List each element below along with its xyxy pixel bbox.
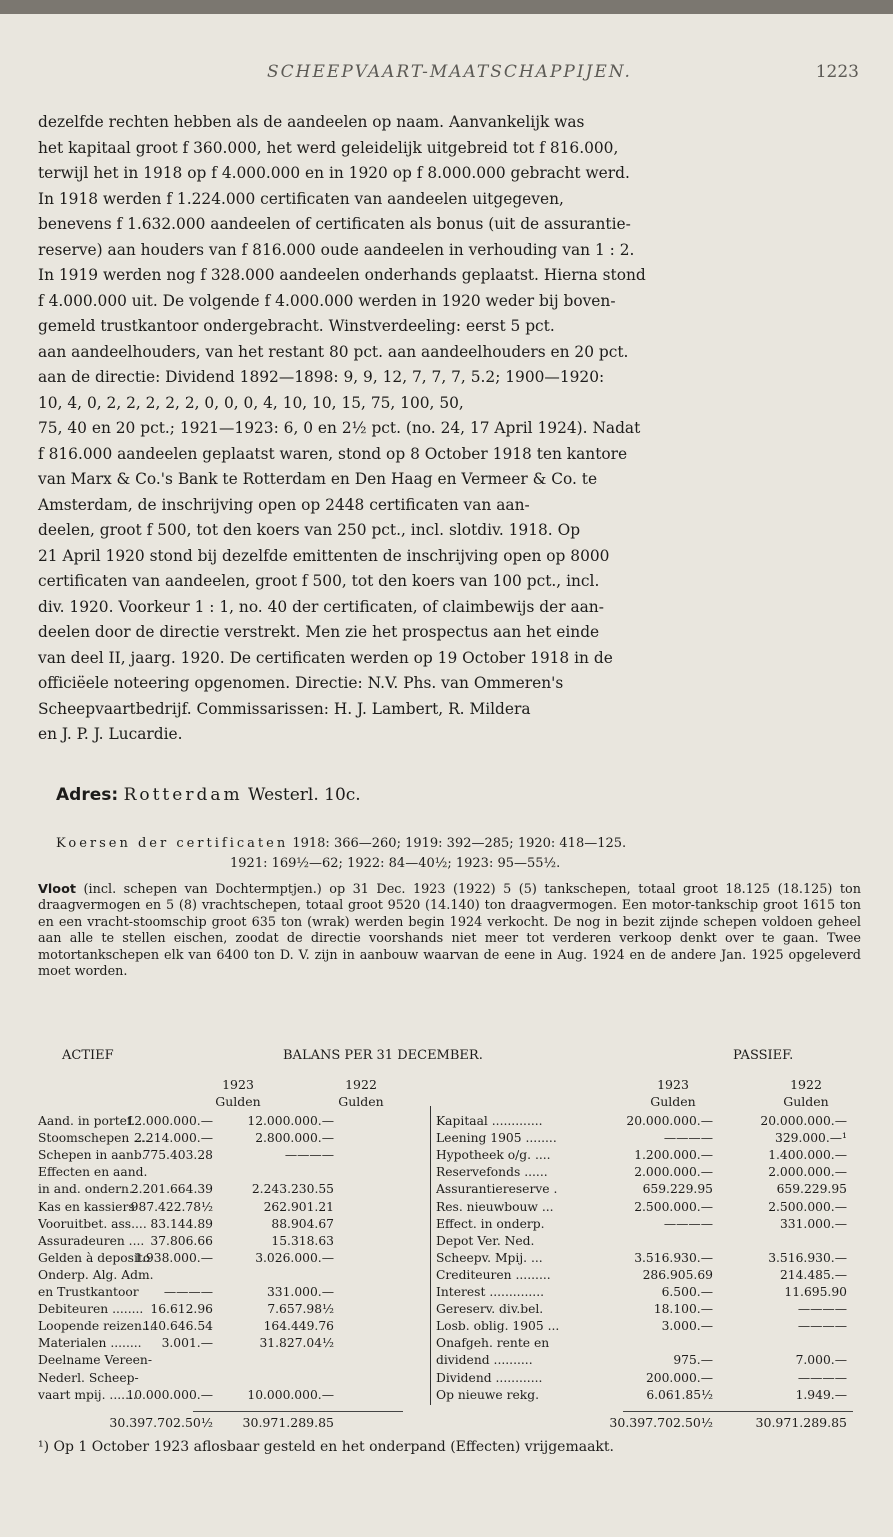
total-passief-1922: 30.971.289.85: [755, 1414, 847, 1430]
passief-1923-cell: 1.200.000.—: [634, 1148, 713, 1163]
actief-1923-cell: 2.201.664.39: [130, 1182, 213, 1197]
passief-1923-cell: ————: [663, 1131, 713, 1146]
balance-title: BALANS PER 31 DECEMBER.: [283, 1048, 483, 1063]
actief-1922-cell: 331.000.—: [266, 1285, 334, 1299]
actief-label-cell: Gelden à deposito: [38, 1250, 151, 1265]
actief-1923-cell: 775.403.28: [142, 1148, 213, 1163]
passief-1922-cell: 7.000.—: [795, 1353, 847, 1368]
table-row: [38, 1234, 861, 1250]
passief-1923-cell: 3.516.930.—: [634, 1250, 713, 1265]
body-line: aan aandeelhouders, van het restant 80 pct. aan aandeelhouders en 20 pct.: [38, 342, 629, 361]
passief-1923-cell: 6.500.—: [661, 1285, 713, 1299]
passief-1922-cell: ————: [797, 1302, 847, 1317]
table-row: [38, 1131, 861, 1147]
actief-1922-cell: 164.449.76: [263, 1319, 334, 1334]
col-passief-1923: [633, 1076, 713, 1110]
actief-1923-cell: ————: [163, 1285, 213, 1299]
share-prices-line1: 1918: 366—260; 1919: 392—285; 1920: 418—125.: [292, 836, 627, 851]
actief-label-cell: Schepen in aanb.: [38, 1148, 146, 1163]
share-prices-line2: 1921: 169½—62; 1922: 84—40½; 1923: 95—55½.: [230, 856, 561, 871]
passief-label-cell: Hypotheek o/g. ....: [436, 1148, 551, 1163]
passief-label-cell: Res. nieuwbouw ...: [436, 1199, 554, 1214]
passief-1923-cell: 975.—: [673, 1353, 713, 1368]
total-actief-1923: 30.397.702.50½: [109, 1414, 213, 1430]
share-prices: [56, 834, 853, 874]
table-row: [38, 1302, 861, 1318]
body-line: aan de directie: Dividend 1892—1898: 9, 9, 12, 7, 7, 7, 5.2; 1900—1920:: [38, 368, 605, 386]
total-actief-1922: 30.971.289.85: [242, 1414, 334, 1430]
passief-label-cell: dividend ..........: [436, 1353, 533, 1368]
body-line: div. 1920. Voorkeur 1 : 1, no. 40 der certificaten, of claimbewijs der aan-: [38, 597, 604, 616]
actief-1923-cell: 37.806.66: [150, 1233, 213, 1248]
actief-label-cell: Debiteuren ........: [38, 1302, 144, 1317]
year-label: 1923: [222, 1077, 254, 1092]
passief-label-cell: Leening 1905 ........: [436, 1131, 557, 1146]
actief-1922-cell: 10.000.000.—: [247, 1387, 334, 1402]
column-divider: [430, 1106, 431, 1405]
actief-1922-cell: 88.904.67: [271, 1216, 334, 1231]
body-line: f 816.000 aandeelen geplaatst waren, stond op 8 October 1918 ten kantore: [38, 444, 628, 463]
body-line: Amsterdam, de inschrijving open op 2448 certificaten van aan-: [38, 495, 530, 514]
body-line: het kapitaal groot f 360.000, het werd geleidelijk uitgebreid tot f 816.000,: [38, 138, 619, 157]
body-line: reserve) aan houders van f 816.000 oude aandeelen in verhouding van 1 : 2.: [38, 240, 635, 259]
passief-1923-cell: 200.000.—: [645, 1370, 713, 1385]
passief-label-cell: Scheepv. Mpij. ...: [436, 1250, 543, 1265]
table-row: [38, 1285, 861, 1301]
passief-1922-cell: 331.000.—: [779, 1216, 847, 1231]
unit-label: Gulden: [338, 1094, 384, 1109]
table-row: [38, 1114, 861, 1130]
balance-sheet: [38, 1048, 861, 1455]
actief-1922-cell: 7.657.98½: [267, 1302, 334, 1317]
actief-label-cell: in and. ondern.: [38, 1182, 133, 1197]
actief-label-cell: Effecten en aand.: [38, 1165, 148, 1180]
col-actief-1922: [321, 1076, 401, 1110]
total-passief-1923: 30.397.702.50½: [609, 1414, 713, 1430]
passief-label-cell: Depot Ver. Ned.: [436, 1233, 535, 1248]
body-line: In 1918 werden f 1.224.000 certificaten van aandeelen uitgegeven,: [38, 189, 564, 208]
fleet-text: (incl. schepen van Dochtermptjen.) op 31 Dec. 1923 (1922) 5 (5) tankschepen, totaal groot 18.125 (18.125) ton draagvermogen en 5 (8) vrachtschepen, totaal groot 9520 (14.140) ton draagvermogen. Een motor-tankschip groot 1615 ton en een vracht-stoomschip groot 635 ton (wrak) werden begin 1924 verkocht. De nog in bezit zijnde schepen voldoen geheel aan alle te stellen eischen, zoodat de directie voorshands niet meer tot verderen verkoop denkt over te gaan. Twee motortankschepen elk van 6400 ton D. V. zijn in aanbouw waarvan de eene in Aug. 1924 en de andere Jan. 1925 opgeleverd moet worden.: [38, 882, 861, 980]
body-line: 75, 40 en 20 pct.; 1921—1923: 6, 0 en 2½ pct. (no. 24, 17 April 1924). Nadat: [38, 419, 641, 437]
body-line: In 1919 werden nog f 328.000 aandeelen onderhands geplaatst. Hierna stond: [38, 266, 646, 284]
body-line: dezelfde rechten hebben als de aandeelen op naam. Aanvankelijk was: [38, 113, 585, 131]
actief-label-cell: vaart mpij. .......: [38, 1387, 137, 1402]
actief-1923-cell: 140.646.54: [142, 1319, 213, 1334]
body-line: van Marx & Co.'s Bank te Rotterdam en Den Haag en Vermeer & Co. te: [38, 470, 598, 488]
unit-label: Gulden: [215, 1094, 261, 1109]
actief-1923-cell: 83.144.89: [150, 1216, 213, 1231]
body-line: gemeld trustkantoor ondergebracht. Winstverdeeling: eerst 5 pct.: [38, 317, 555, 335]
actief-label-cell: Deelname Vereen-: [38, 1353, 152, 1368]
total-rule: [193, 1411, 403, 1412]
page-number: 1223: [815, 62, 859, 82]
actief-label-cell: Nederl. Scheep-: [38, 1370, 139, 1385]
table-row: [38, 1388, 861, 1404]
share-prices-label: Koersen der certificaten: [56, 836, 289, 851]
passief-1922-cell: 3.516.930.—: [768, 1250, 847, 1265]
passief-label: PASSIEF.: [733, 1048, 794, 1063]
address-city: Rotterdam: [123, 785, 243, 805]
passief-label-cell: Gereserv. div.bel.: [436, 1302, 544, 1317]
passief-1922-cell: 1.400.000.—: [768, 1148, 847, 1163]
passief-1922-cell: 2.500.000.—: [768, 1199, 847, 1214]
address-label: Adres:: [56, 785, 119, 805]
table-row: [38, 1251, 861, 1267]
passief-label-cell: Interest ..............: [436, 1285, 545, 1299]
body-line: van deel II, jaarg. 1920. De certificaten werden op 19 October 1918 in de: [38, 648, 613, 667]
passief-1922-cell: ————: [797, 1370, 847, 1385]
body-line: en J. P. J. Lucardie.: [38, 725, 183, 743]
passief-label-cell: Kapitaal .............: [436, 1114, 543, 1128]
passief-1922-cell: 214.485.—: [779, 1267, 847, 1282]
unit-label: Gulden: [650, 1094, 696, 1109]
running-title: SCHEEPVAART-MAATSCHAPPIJEN.: [267, 62, 632, 82]
actief-1923-cell: 2.214.000.—: [134, 1131, 213, 1146]
scan-edge: [0, 0, 893, 14]
table-row: [38, 1336, 861, 1352]
unit-label: Gulden: [783, 1094, 829, 1109]
body-line: f 4.000.000 uit. De volgende f 4.000.000 werden in 1920 weder bij boven-: [38, 291, 616, 310]
passief-label-cell: Dividend ............: [436, 1370, 543, 1385]
table-row: [38, 1165, 861, 1181]
table-row: [38, 1217, 861, 1233]
col-passief-1922: [766, 1076, 846, 1110]
passief-1923-cell: 18.100.—: [653, 1302, 713, 1317]
actief-1922-cell: 262.901.21: [263, 1199, 334, 1214]
passief-label-cell: Crediteuren .........: [436, 1267, 551, 1282]
passief-1923-cell: 2.500.000.—: [634, 1199, 713, 1214]
passief-label-cell: Losb. oblig. 1905 ...: [436, 1319, 560, 1334]
passief-1923-cell: 659.229.95: [642, 1182, 713, 1197]
year-label: 1923: [657, 1077, 689, 1092]
body-line: officiëele noteering opgenomen. Directie: N.V. Phs. van Ommeren's: [38, 674, 564, 692]
actief-label-cell: en Trustkantoor: [38, 1285, 139, 1299]
table-row: [38, 1182, 861, 1198]
table-row: [38, 1268, 861, 1284]
actief-label-cell: Materialen ........: [38, 1336, 142, 1351]
passief-1923-cell: 20.000.000.—: [626, 1114, 713, 1128]
passief-1922-cell: 11.695.90: [784, 1285, 847, 1299]
footnote: ¹) Op 1 October 1923 aflosbaar gesteld en het onderpand (Effecten) vrijgemaakt.: [38, 1438, 614, 1455]
table-row: [38, 1353, 861, 1369]
passief-1923-cell: 3.000.—: [661, 1319, 713, 1334]
table-row: [38, 1319, 861, 1335]
actief-1922-cell: 31.827.04½: [259, 1336, 334, 1351]
passief-label-cell: Assurantiereserve .: [436, 1182, 558, 1197]
actief-1923-cell: 16.612.96: [150, 1302, 213, 1317]
actief-1922-cell: 2.800.000.—: [255, 1131, 334, 1146]
body-line: terwijl het in 1918 op f 4.000.000 en in 1920 op f 8.000.000 gebracht werd.: [38, 164, 630, 182]
balance-heading: [38, 1048, 861, 1070]
fleet-paragraph: [38, 882, 861, 980]
actief-1922-cell: ————: [284, 1148, 334, 1163]
body-line: Scheepvaartbedrijf. Commissarissen: H. J. Lambert, R. Mildera: [38, 699, 531, 718]
body-line: deelen door de directie verstrekt. Men zie het prospectus aan het einde: [38, 623, 600, 641]
passief-1923-cell: ————: [663, 1216, 713, 1231]
passief-1923-cell: 6.061.85½: [646, 1387, 713, 1402]
year-label: 1922: [790, 1077, 822, 1092]
actief-label-cell: Stoomschepen ....: [38, 1131, 149, 1146]
table-row: [38, 1371, 861, 1387]
address-line: [56, 785, 361, 805]
table-row: [38, 1148, 861, 1164]
actief-1922-cell: 2.243.230.55: [251, 1182, 334, 1197]
actief-1923-cell: 12.000.000.—: [126, 1114, 213, 1128]
col-actief-1923: [198, 1076, 278, 1110]
passief-label-cell: Op nieuwe rekg.: [436, 1387, 540, 1402]
address-street: Westerl. 10c.: [248, 785, 361, 805]
passief-1923-cell: 286.905.69: [642, 1267, 713, 1282]
actief-label: ACTIEF: [62, 1048, 114, 1063]
totals-row: [38, 1415, 861, 1433]
actief-label-cell: Kas en kassiers: [38, 1199, 135, 1214]
total-rule: [623, 1411, 853, 1412]
passief-1923-cell: 2.000.000.—: [634, 1165, 713, 1180]
body-line: certificaten van aandeelen, groot f 500, tot den koers van 100 pct., incl.: [38, 572, 600, 590]
actief-1923-cell: 1.938.000.—: [134, 1250, 213, 1265]
passief-label-cell: Reservefonds ......: [436, 1165, 548, 1180]
running-header: [40, 62, 859, 86]
actief-label-cell: Vooruitbet. ass....: [38, 1216, 147, 1231]
actief-1923-cell: 987.422.78½: [130, 1199, 213, 1214]
year-label: 1922: [345, 1077, 377, 1092]
body-line: 21 April 1920 stond bij dezelfde emittenten de inschrijving open op 8000: [38, 546, 610, 565]
body-line: deelen, groot f 500, tot den koers van 250 pct., incl. slotdiv. 1918. Op: [38, 521, 581, 539]
actief-label-cell: Assuradeuren ....: [38, 1233, 145, 1248]
passief-label-cell: Onafgeh. rente en: [436, 1336, 550, 1351]
passief-1922-cell: 20.000.000.—: [760, 1114, 847, 1128]
actief-label-cell: Aand. in portef.: [38, 1114, 135, 1128]
actief-1923-cell: 10.000.000.—: [126, 1387, 213, 1402]
fleet-label: Vloot: [38, 882, 76, 897]
body-line: benevens f 1.632.000 aandeelen of certificaten als bonus (uit de assurantie-: [38, 215, 631, 233]
actief-label-cell: Onderp. Alg. Adm.: [38, 1267, 154, 1282]
passief-1922-cell: 659.229.95: [776, 1182, 847, 1197]
body-line: 10, 4, 0, 2, 2, 2, 2, 2, 0, 0, 0, 4, 10, 10, 15, 75, 100, 50,: [38, 393, 464, 412]
actief-1922-cell: 15.318.63: [271, 1233, 334, 1248]
body-text: [38, 110, 861, 748]
actief-1923-cell: 3.001.—: [161, 1336, 213, 1351]
passief-1922-cell: 329.000.—¹: [775, 1131, 847, 1146]
passief-1922-cell: 1.949.—: [795, 1387, 847, 1402]
actief-label-cell: Loopende reizen...: [38, 1319, 154, 1334]
table-row: [38, 1200, 861, 1216]
passief-1922-cell: 2.000.000.—: [768, 1165, 847, 1180]
actief-1922-cell: 3.026.000.—: [255, 1250, 334, 1265]
passief-label-cell: Effect. in onderp.: [436, 1216, 545, 1231]
actief-1922-cell: 12.000.000.—: [247, 1114, 334, 1128]
passief-1922-cell: ————: [797, 1319, 847, 1334]
